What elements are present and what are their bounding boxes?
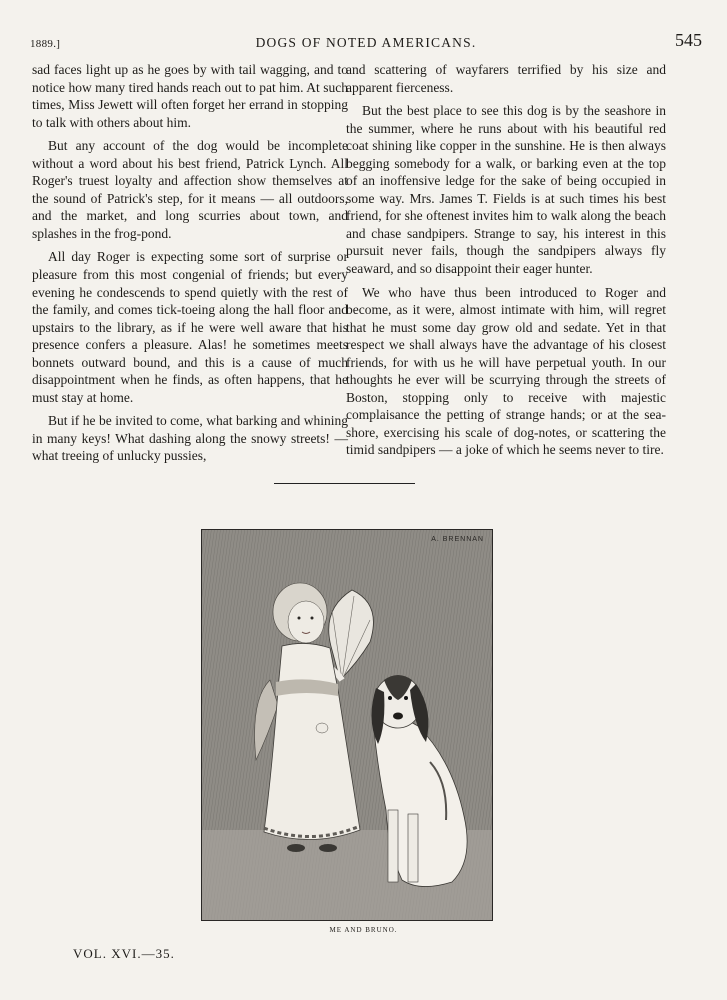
running-header [30, 32, 702, 56]
paragraph: We who have thus been introduced to Roger and become, as it were, almost intimate with him, will regret that he must some day grow old and sedate. Yet in that respect we shall always have the advantage of his closest friends, for with us he will have perpetual youth. In our thoughts he ever will be scurrying through the streets of Boston, stopping only to receive with majestic complaisance the petting of strange hands; or at the sea-shore, exercising his scale of dog-notes, or scattering the timid sandpipers — a joke of which he seems never to tire. [346, 284, 666, 458]
artist-signature: A. BRENNAN [431, 536, 484, 543]
volume-signature: VOL. XVI.—35. [73, 946, 175, 961]
paragraph: But any account of the dog would be incomplete without a word about his best friend, Patrick Lynch. All Roger's truest loyalty and affection show themselves at the sound of Patrick's step, for it means — all outdoors, and the market, and long scurries about town, and splashes in the frog-pond. [32, 138, 348, 241]
right-column [346, 61, 666, 459]
section-divider [274, 483, 415, 484]
header-title: DOGS OF NOTED AMERICANS. [255, 35, 477, 50]
illustration-girl-and-dog [201, 529, 493, 921]
left-column [32, 61, 348, 465]
paragraph: All day Roger is expecting some sort of surprise or pleasure from this most congenial of friends; but every evening he condescends to spend quietly with the rest of the family, and comes tick-toeing along the hall floor and upstairs to the library, as if he were well aware that his presence confers a pleasure. Alas! he sometimes meets bonnets outward bound, and this is a cause of much disappointment when he finds, as often happens, that he must stay at home. [32, 249, 348, 405]
paragraph: and scattering of wayfarers terrified by his size and apparent fierceness. [346, 62, 666, 95]
illustration-caption: ME AND BRUNO. [329, 926, 398, 934]
paragraph: But if he be invited to come, what barking and whining in many keys! What dashing along the snowy streets! — what treeing of unlucky pussies, [32, 413, 348, 464]
engraving-image [202, 530, 492, 920]
paragraph: sad faces light up as he goes by with tail wagging, and to notice how many tired hands reach out to pat him. At such times, Miss Jewett will often forget her errand in stopping to talk with others about him. [32, 62, 348, 130]
header-date: 1889.] [30, 38, 61, 50]
page-number: 545 [675, 30, 702, 50]
paragraph: But the best place to see this dog is by the seashore in the summer, where he runs about with his beautiful red coat shining like copper in the sunshine. He is then always begging somebody for a walk, or barking even at the top of an inoffensive ledge for the sake of being occupied in some way. Mrs. James T. Fields is at such times his best friend, for she oftenest invites him to walk along the beach and chase sandpipers. Strange to say, his interest in this pursuit never fails, though the sandpipers always fly seaward, and so disappoint their eager hunter. [346, 103, 666, 277]
